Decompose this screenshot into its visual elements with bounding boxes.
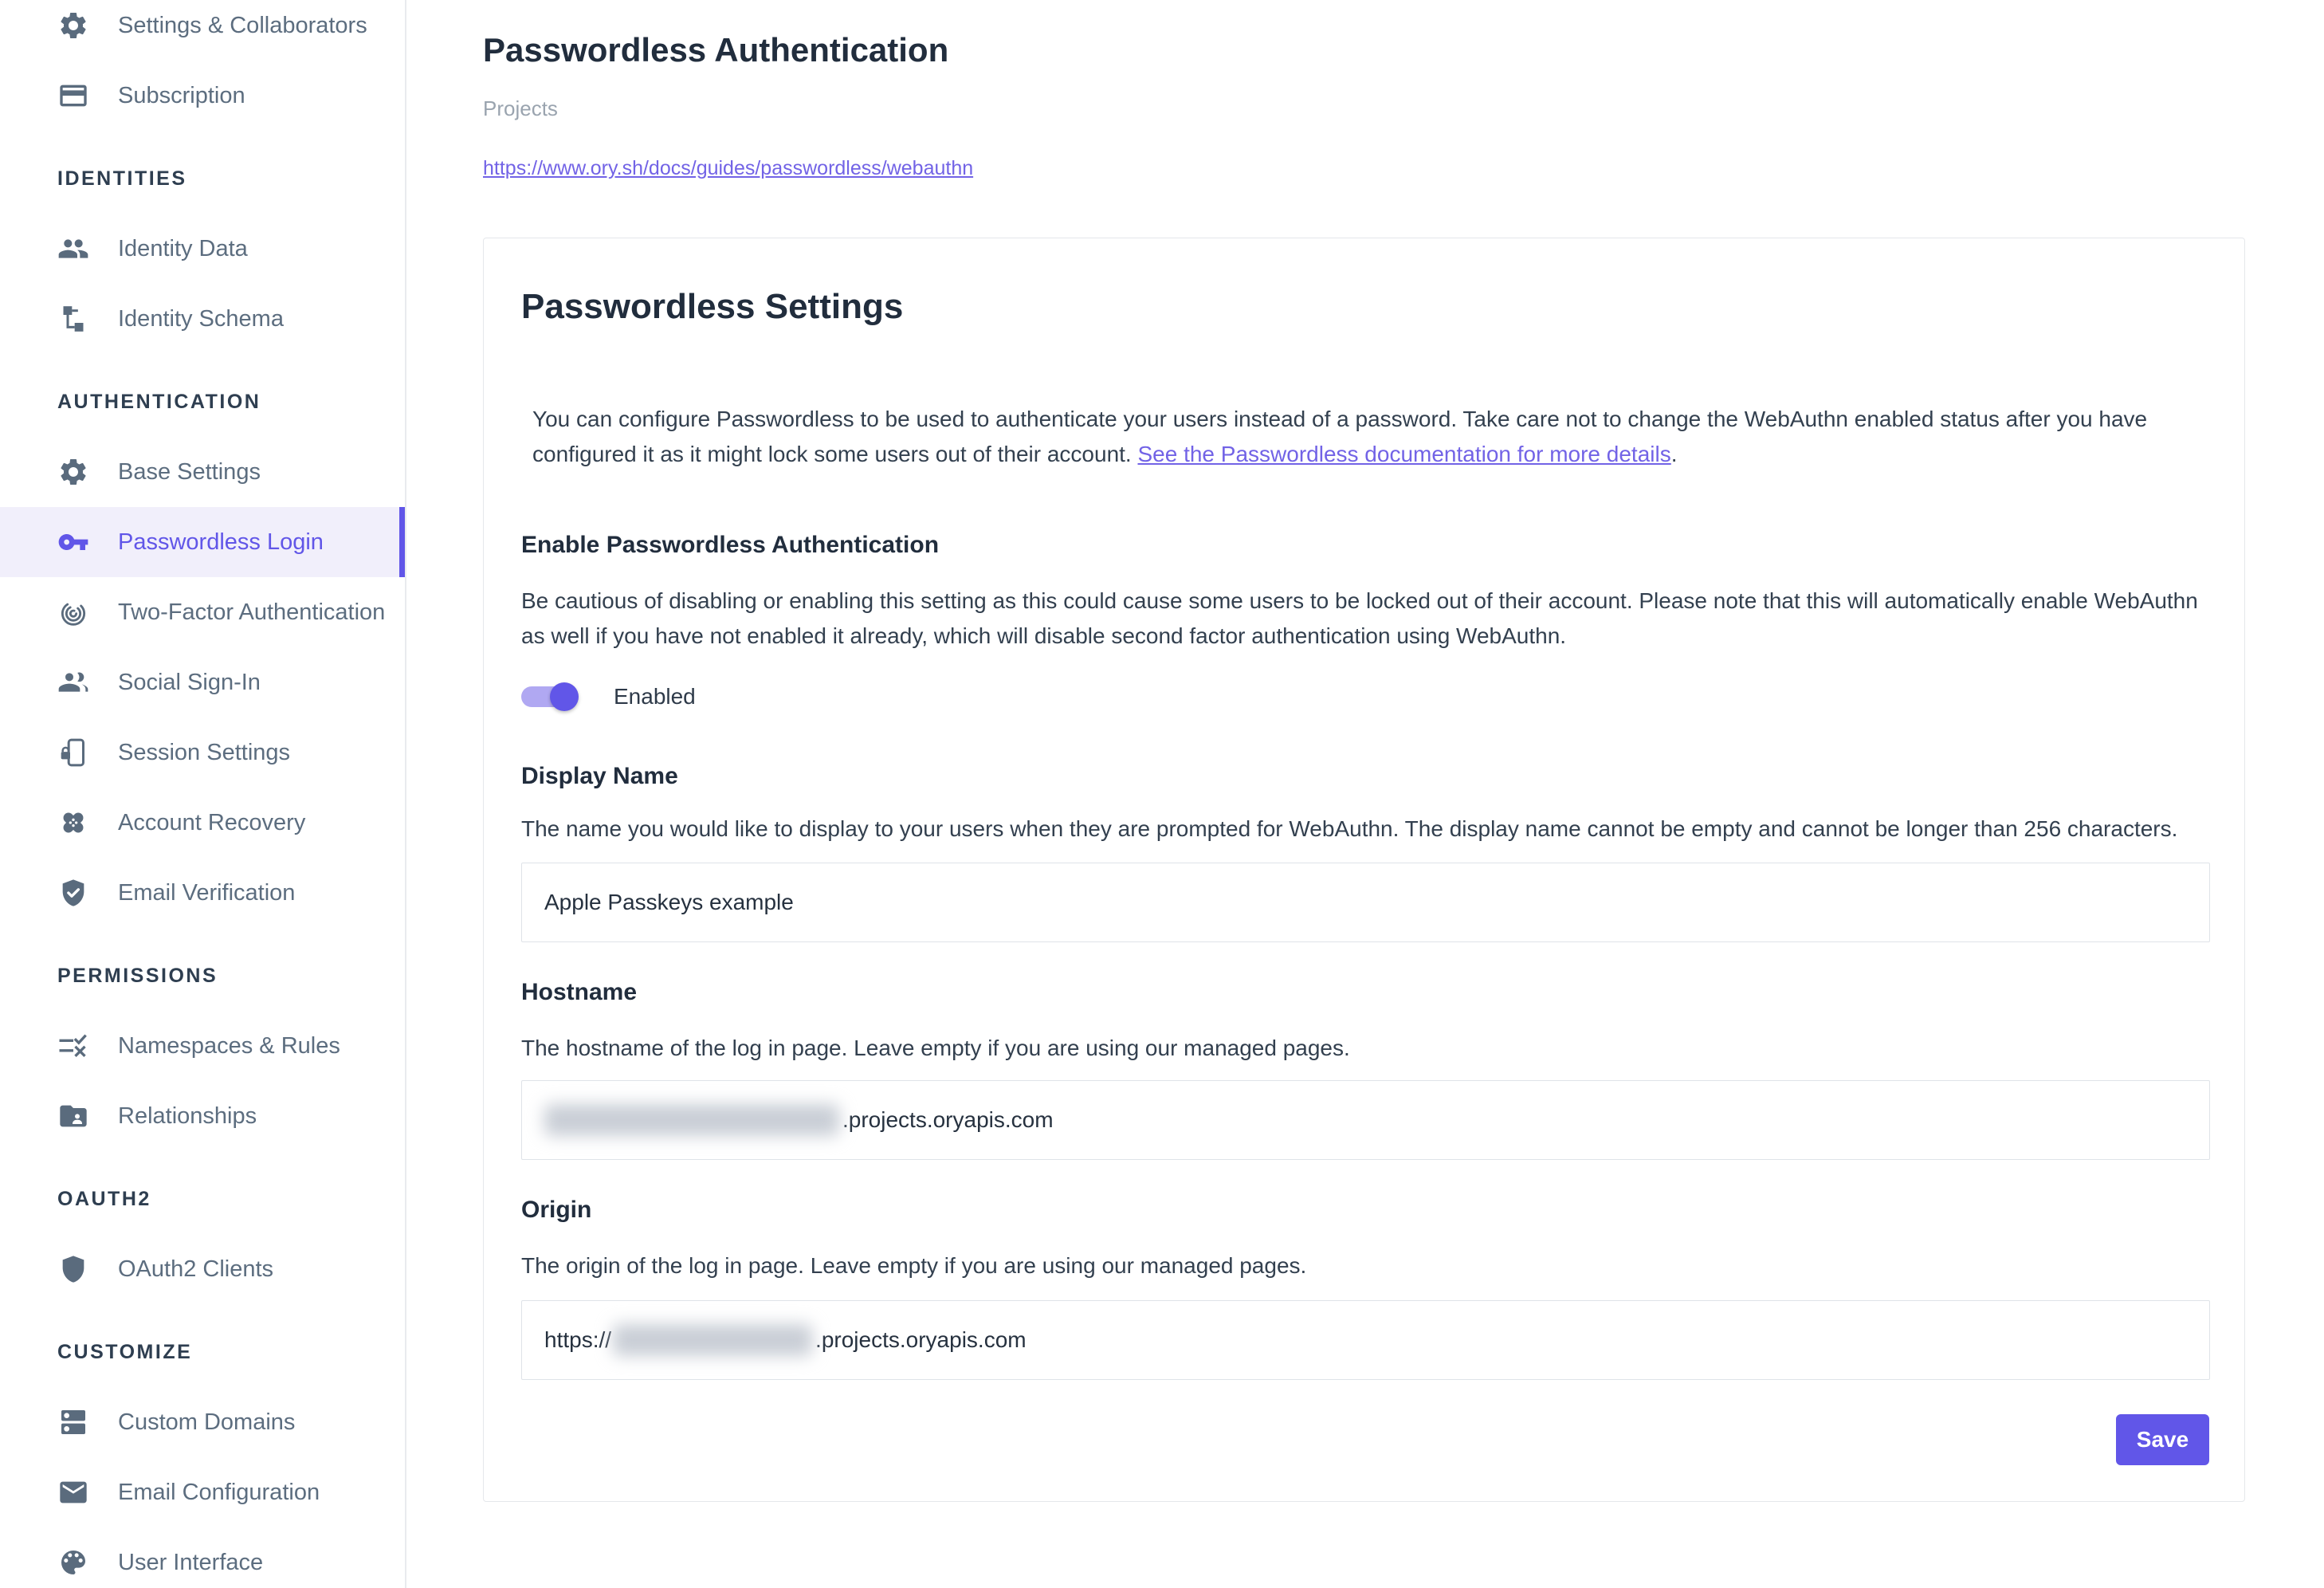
redacted-hostname bbox=[544, 1104, 839, 1136]
checklist-icon bbox=[57, 1030, 89, 1062]
card-title: Passwordless Settings bbox=[521, 287, 904, 326]
enable-passwordless-label: Enable Passwordless Authentication bbox=[521, 532, 940, 558]
intro-suffix: . bbox=[1670, 442, 1678, 466]
shield-check-icon bbox=[57, 877, 89, 909]
hostname-label: Hostname bbox=[521, 979, 638, 1005]
webauthn-doc-link[interactable]: https://www.ory.sh/docs/guides/passwordless/webauthn bbox=[483, 157, 974, 179]
band-aid-icon bbox=[57, 807, 89, 839]
sidebar-item-label: Base Settings bbox=[118, 458, 261, 485]
sidebar-item-social-sign-in[interactable] bbox=[0, 647, 405, 717]
passwordless-settings-card bbox=[483, 238, 2245, 1502]
sidebar-item-passwordless-login[interactable] bbox=[0, 507, 405, 577]
sidebar bbox=[0, 0, 406, 1588]
hostname-visible-value: .projects.oryapis.com bbox=[842, 1107, 1054, 1132]
sidebar-section-customize: CUSTOMIZE bbox=[57, 1340, 193, 1363]
sidebar-item-two-factor[interactable] bbox=[0, 577, 405, 647]
sidebar-item-label: Session Settings bbox=[118, 739, 291, 765]
sidebar-item-email-verification[interactable] bbox=[0, 858, 405, 928]
passwordless-toggle[interactable] bbox=[521, 678, 572, 716]
fingerprint-icon bbox=[57, 596, 89, 628]
toggle-state-label: Enabled bbox=[614, 684, 696, 709]
sidebar-item-identity-schema[interactable] bbox=[0, 284, 405, 354]
gear-icon bbox=[57, 456, 89, 488]
sidebar-item-settings-collaborators[interactable] bbox=[0, 0, 405, 61]
sidebar-item-label: Subscription bbox=[118, 82, 245, 108]
sidebar-item-label: Social Sign-In bbox=[118, 669, 261, 695]
people-alt-icon bbox=[57, 666, 89, 698]
sidebar-item-base-settings[interactable] bbox=[0, 437, 405, 507]
origin-input[interactable] bbox=[521, 1300, 2210, 1380]
gear-icon bbox=[57, 10, 89, 41]
sidebar-item-label: OAuth2 Clients bbox=[118, 1256, 274, 1282]
sidebar-item-subscription[interactable] bbox=[0, 61, 405, 131]
sidebar-item-relationships[interactable] bbox=[0, 1081, 405, 1151]
sidebar-item-label: User Interface bbox=[118, 1549, 264, 1575]
phone-lock-icon bbox=[57, 737, 89, 768]
envelope-icon bbox=[57, 1476, 89, 1508]
passwordless-docs-link[interactable]: See the Passwordless documentation for more details bbox=[1137, 442, 1671, 466]
origin-description: The origin of the log in page. Leave empty if you are using our managed pages. bbox=[521, 1253, 1307, 1278]
sidebar-item-label: Identity Data bbox=[118, 235, 248, 261]
sidebar-section-identities: IDENTITIES bbox=[57, 167, 187, 190]
sidebar-item-identity-data[interactable] bbox=[0, 214, 405, 284]
sidebar-item-label: Account Recovery bbox=[118, 809, 306, 835]
toggle-thumb bbox=[550, 682, 579, 711]
origin-visible-value: .projects.oryapis.com bbox=[815, 1327, 1027, 1352]
redacted-origin bbox=[613, 1324, 812, 1356]
sidebar-section-oauth2: OAUTH2 bbox=[57, 1187, 151, 1210]
display-name-label: Display Name bbox=[521, 763, 678, 789]
hostname-description: The hostname of the log in page. Leave empty if you are using our managed pages. bbox=[521, 1036, 1350, 1060]
sidebar-item-label: Relationships bbox=[118, 1103, 257, 1129]
sidebar-item-custom-domains[interactable] bbox=[0, 1387, 405, 1457]
enable-passwordless-description: Be cautious of disabling or enabling this setting as this could cause some users to be locked out of their account. Please note that this will automatically enable WebAuthn as well if you have not enabled it already, which will disable second factor authentication using WebAuthn. bbox=[521, 588, 2198, 648]
schema-icon bbox=[57, 303, 89, 335]
people-icon bbox=[57, 233, 89, 265]
sidebar-item-label: Settings & Collaborators bbox=[118, 12, 367, 38]
intro-paragraph bbox=[532, 402, 2209, 472]
sidebar-nav bbox=[0, 0, 405, 1588]
toggle-row bbox=[521, 678, 2209, 716]
sidebar-item-label: Passwordless Login bbox=[118, 529, 324, 555]
sidebar-section-authentication: AUTHENTICATION bbox=[57, 390, 261, 413]
intro-text: You can configure Passwordless to be used to authenticate your users instead of a password. Take care not to change the WebAuthn enabled status after you have configured it as it might lock some users out of their account. bbox=[532, 407, 2148, 466]
main-content bbox=[406, 0, 2324, 1588]
sidebar-item-label: Email Configuration bbox=[118, 1479, 320, 1505]
display-name-input[interactable] bbox=[521, 863, 2210, 942]
palette-icon bbox=[57, 1547, 89, 1578]
sidebar-item-account-recovery[interactable] bbox=[0, 788, 405, 858]
credit-card-icon bbox=[57, 80, 89, 112]
page-title: Passwordless Authentication bbox=[483, 31, 949, 69]
sidebar-item-label: Namespaces & Rules bbox=[118, 1032, 340, 1059]
sidebar-item-label: Identity Schema bbox=[118, 305, 284, 332]
sidebar-item-session-settings[interactable] bbox=[0, 717, 405, 788]
sidebar-item-label: Email Verification bbox=[118, 879, 296, 906]
origin-prefix: https:// bbox=[544, 1327, 612, 1352]
sidebar-item-user-interface[interactable] bbox=[0, 1527, 405, 1588]
sidebar-item-namespaces-rules[interactable] bbox=[0, 1011, 405, 1081]
save-row bbox=[521, 1414, 2209, 1465]
sidebar-item-email-configuration[interactable] bbox=[0, 1457, 405, 1527]
folder-user-icon bbox=[57, 1100, 89, 1132]
sidebar-item-label: Custom Domains bbox=[118, 1409, 296, 1435]
display-name-description: The name you would like to display to your users when they are prompted for WebAuthn. The display name cannot be empty and cannot be longer than 256 characters. bbox=[521, 816, 2178, 841]
sidebar-section-permissions: PERMISSIONS bbox=[57, 964, 218, 987]
shield-icon bbox=[57, 1253, 89, 1285]
sidebar-item-label: Two-Factor Authentication bbox=[118, 599, 386, 625]
key-icon bbox=[57, 526, 89, 558]
hostname-input[interactable] bbox=[521, 1080, 2210, 1160]
server-icon bbox=[57, 1406, 89, 1438]
sidebar-item-oauth2-clients[interactable] bbox=[0, 1234, 405, 1304]
breadcrumb: Projects bbox=[483, 96, 558, 120]
save-button[interactable]: Save bbox=[2116, 1414, 2209, 1465]
origin-label: Origin bbox=[521, 1197, 592, 1223]
